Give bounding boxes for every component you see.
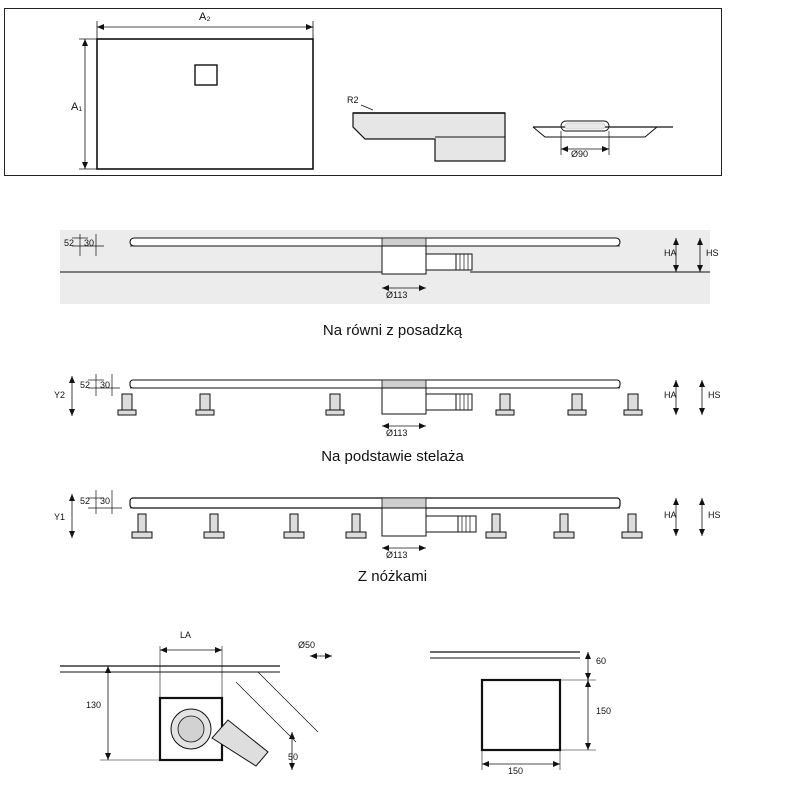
dim-d113-frame: Ø113 bbox=[386, 428, 408, 438]
top-views-svg bbox=[5, 9, 721, 175]
dim-label-a1: A₁ bbox=[71, 101, 83, 113]
dim-hs-feet: HS bbox=[708, 510, 721, 520]
dim-y2-frame: Y2 bbox=[54, 390, 66, 400]
dim-d113-feet: Ø113 bbox=[386, 550, 408, 560]
dim-50: 50 bbox=[288, 752, 299, 762]
detail-outlet-plan bbox=[60, 620, 360, 780]
dim-ha-feet: HA bbox=[664, 510, 677, 520]
dim-hs-flush: HS bbox=[706, 248, 719, 258]
dim-150-vertical: 150 bbox=[596, 706, 612, 716]
dim-la: LA bbox=[180, 630, 192, 640]
dim-30-frame: 30 bbox=[100, 380, 111, 390]
caption-frame: Na podstawie stelaża bbox=[321, 448, 464, 465]
dim-30-flush: 30 bbox=[84, 238, 95, 248]
dim-d113-flush: Ø113 bbox=[386, 290, 408, 300]
dim-y1-feet: Y1 bbox=[54, 512, 66, 522]
view-frame bbox=[52, 360, 732, 452]
dim-ha-flush: HA bbox=[664, 248, 677, 258]
view-feet bbox=[52, 478, 732, 574]
dim-label-d90: Ø90 bbox=[571, 149, 589, 159]
dim-52-flush: 52 bbox=[64, 238, 75, 248]
panel-top-views bbox=[4, 8, 722, 176]
view-frame-svg bbox=[52, 360, 732, 452]
dim-d50: Ø50 bbox=[298, 640, 316, 650]
dim-52-frame: 52 bbox=[80, 380, 91, 390]
dim-60: 60 bbox=[596, 656, 607, 666]
dim-30-feet: 30 bbox=[100, 496, 111, 506]
dim-hs-frame: HS bbox=[708, 390, 721, 400]
caption-feet: Z nóżkami bbox=[357, 568, 428, 585]
detail-box-section bbox=[420, 620, 680, 780]
dim-label-r2: R2 bbox=[347, 95, 359, 105]
dim-ha-frame: HA bbox=[664, 390, 677, 400]
dim-150-horizontal: 150 bbox=[508, 766, 524, 776]
dim-52-feet: 52 bbox=[80, 496, 91, 506]
detail-box-svg bbox=[420, 620, 680, 780]
caption-flush: Na równi z posadzką bbox=[322, 322, 463, 339]
dim-130: 130 bbox=[86, 700, 102, 710]
view-flush bbox=[52, 216, 732, 312]
dim-label-a2: A₂ bbox=[199, 11, 211, 23]
